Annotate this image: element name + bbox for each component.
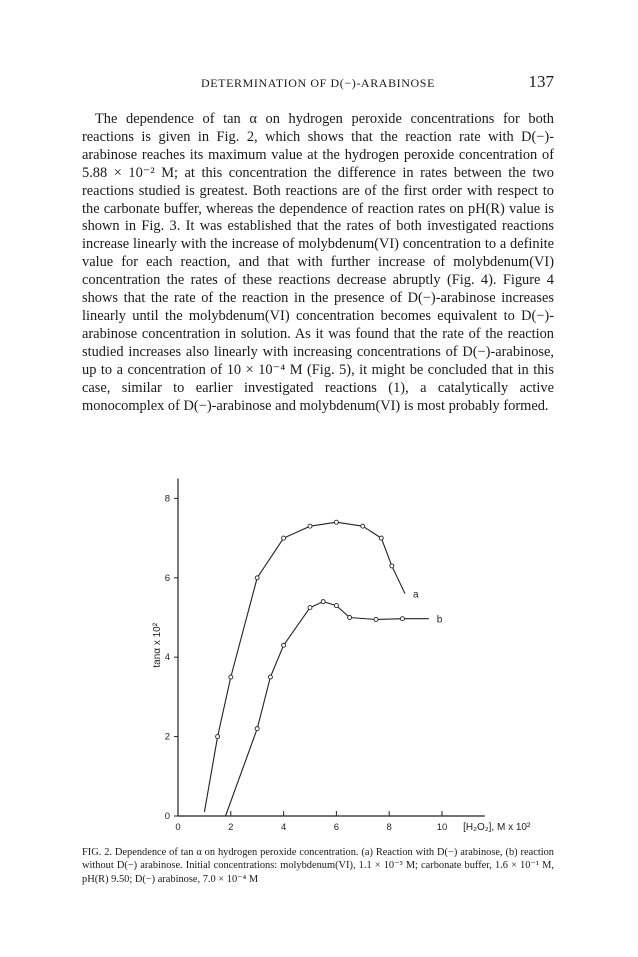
y-tick-label-4: 8 xyxy=(164,493,170,505)
data-point-b-2 xyxy=(268,675,272,679)
y-tick-label-0: 0 xyxy=(164,811,170,822)
data-point-a-8 xyxy=(379,536,383,540)
x-tick-label-2: 4 xyxy=(280,822,287,833)
body-paragraph: The dependence of tan α on hydrogen peroxide concentrations for both reactions is given in Fig. 2, which shows that the reaction rate with D(−)-arabinose reaches its maximum value at the hydrogen peroxide concentration of 5.88 × 10⁻² M; at this concentration the difference in rates between the two reactions studied is greatest. Both reactions are of the first order with respect to the carbonate buffer, whereas the dependence of reaction rates on pH(R) value is shown in Fig. 3. It was established that the rates of both investigated reactions increase linearly with the increase of molybdenum(VI) concentration to a definite value for each reaction, and that with further increase of molybdenum(VI) concentration the rates of these reactions decrease abruptly (Fig. 4). Figure 4 shows that the rate of the reaction in the presence of D(−)-arabinose increases linearly until the molybdenum(VI) concentration becomes equivalent to D(−)-arabinose concentration in solution. As it was found that the rate of the reaction studied increases also linearly with increasing concentrations of D(−)-arabinose, up to a concentration of 10 × 10⁻⁴ M (Fig. 5), it might be concluded that in this case, similar to earlier investigated reactions (1), a catalytically active monocomplex of D(−)-arabinose and molybdenum(VI) is most probably formed. xyxy=(82,111,554,414)
page-number: 137 xyxy=(528,72,554,91)
data-point-b-9 xyxy=(400,617,404,621)
x-axis-label: [H₂O₂], M x 10² xyxy=(463,822,531,833)
data-point-b-3 xyxy=(282,643,286,647)
data-point-b-5 xyxy=(321,600,325,604)
y-tick-label-3: 6 xyxy=(164,572,170,584)
data-point-b-8 xyxy=(374,617,378,621)
series-label-a: a xyxy=(413,589,419,601)
x-tick-label-5: 10 xyxy=(436,822,448,833)
x-tick-label-4: 8 xyxy=(386,822,392,833)
data-point-b-7 xyxy=(348,616,352,620)
data-point-a-3 xyxy=(255,576,259,580)
series-line-a xyxy=(204,522,405,812)
data-point-a-9 xyxy=(390,564,394,568)
data-point-b-4 xyxy=(308,606,312,610)
figure-2 xyxy=(150,490,550,845)
figure-caption: FIG. 2. Dependence of tan α on hydrogen peroxide concentration. (a) Reaction with D(−) arabinose, (b) reaction without D(−) arabinose. Initial concentrations: molybdenum(VI), 1.1 × 10⁻³ M; carbonate buffer, 1.6 × 10⁻¹ M, pH(R) 9.50; D(−) arabinose, 7.0 × 10⁻⁴ M xyxy=(82,847,554,885)
tan-alpha-chart xyxy=(150,490,550,845)
running-title: DETERMINATION OF D(−)-ARABINOSE xyxy=(200,76,436,90)
data-point-b-6 xyxy=(334,604,338,608)
data-point-a-7 xyxy=(361,524,365,528)
series-line-b xyxy=(226,602,429,816)
y-axis-label: tanα x 10² xyxy=(152,622,163,668)
y-tick-label-2: 4 xyxy=(164,652,170,664)
data-point-a-2 xyxy=(229,675,233,679)
x-tick-label-3: 6 xyxy=(333,822,340,833)
page-header xyxy=(82,72,554,94)
data-point-a-1 xyxy=(216,735,220,739)
data-point-b-1 xyxy=(255,727,259,731)
data-point-a-4 xyxy=(282,536,286,540)
x-tick-label-1: 2 xyxy=(228,822,234,833)
x-tick-label-0: 0 xyxy=(175,822,181,833)
data-point-a-6 xyxy=(334,520,338,524)
data-point-a-5 xyxy=(308,524,312,528)
series-label-b: b xyxy=(436,614,443,626)
y-tick-label-1: 2 xyxy=(164,731,170,743)
